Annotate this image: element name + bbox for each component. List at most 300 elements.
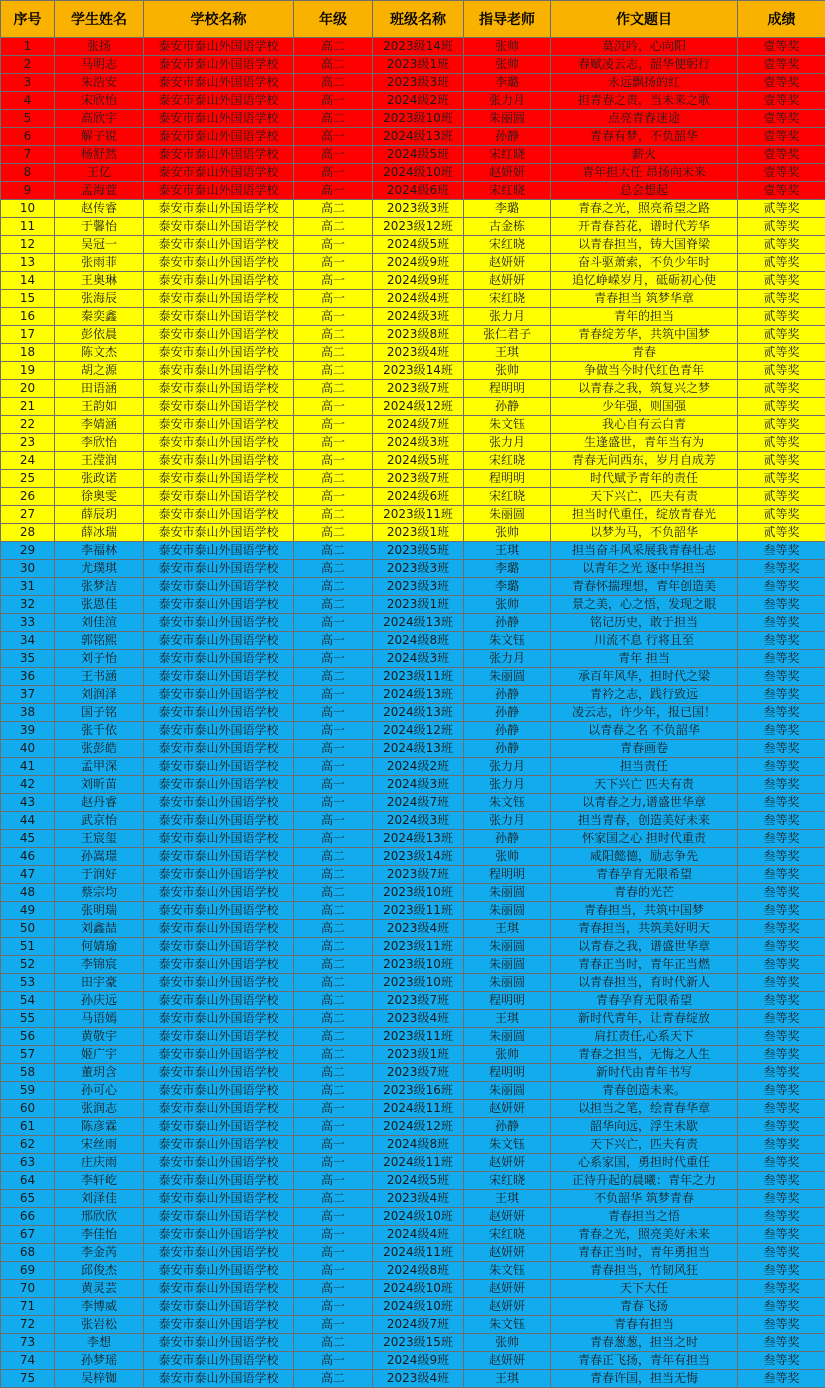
cell-student: 张彭皓 (55, 740, 144, 758)
cell-class: 2023级11班 (373, 506, 464, 524)
cell-title: 以青春之我，谱盛世华章 (551, 938, 738, 956)
cell-school: 泰安市泰山外国语学校 (144, 902, 294, 920)
cell-index: 40 (1, 740, 55, 758)
table-row (1, 1154, 825, 1172)
cell-student: 秦奕鑫 (55, 308, 144, 326)
table-row (1, 812, 825, 830)
cell-title: 青年的担当 (551, 308, 738, 326)
cell-index: 59 (1, 1082, 55, 1100)
cell-teacher: 程明明 (464, 866, 551, 884)
cell-title: 永远飘扬的红 (551, 74, 738, 92)
cell-index: 6 (1, 128, 55, 146)
cell-grade: 高二 (294, 560, 373, 578)
cell-index: 35 (1, 650, 55, 668)
cell-award: 叁等奖 (738, 1208, 825, 1226)
cell-class: 2023级11班 (373, 1028, 464, 1046)
cell-title: 天下兴亡，匹夫有责 (551, 488, 738, 506)
cell-grade: 高二 (294, 1046, 373, 1064)
cell-award: 叁等奖 (738, 596, 825, 614)
cell-title: 薪火 (551, 146, 738, 164)
cell-teacher: 朱丽圆 (464, 668, 551, 686)
cell-title: 以青春担当，育时代新人 (551, 974, 738, 992)
cell-grade: 高一 (294, 740, 373, 758)
cell-index: 37 (1, 686, 55, 704)
cell-student: 庄庆雨 (55, 1154, 144, 1172)
cell-award: 叁等奖 (738, 1010, 825, 1028)
table-row (1, 1226, 825, 1244)
cell-award: 叁等奖 (738, 992, 825, 1010)
col-header-index: 序号 (1, 1, 55, 38)
cell-student: 张梦洁 (55, 578, 144, 596)
cell-grade: 高二 (294, 542, 373, 560)
table-row (1, 1064, 825, 1082)
table-row (1, 524, 825, 542)
cell-school: 泰安市泰山外国语学校 (144, 326, 294, 344)
cell-grade: 高二 (294, 110, 373, 128)
cell-teacher: 朱丽圆 (464, 902, 551, 920)
cell-grade: 高二 (294, 596, 373, 614)
cell-school: 泰安市泰山外国语学校 (144, 650, 294, 668)
cell-teacher: 张帅 (464, 1334, 551, 1352)
cell-grade: 高二 (294, 56, 373, 74)
cell-award: 叁等奖 (738, 812, 825, 830)
cell-grade: 高二 (294, 974, 373, 992)
cell-grade: 高一 (294, 1226, 373, 1244)
cell-teacher: 孙静 (464, 1118, 551, 1136)
cell-class: 2024级7班 (373, 794, 464, 812)
cell-student: 张润志 (55, 1100, 144, 1118)
cell-teacher: 张帅 (464, 38, 551, 56)
cell-award: 叁等奖 (738, 1280, 825, 1298)
cell-index: 39 (1, 722, 55, 740)
cell-grade: 高二 (294, 848, 373, 866)
cell-index: 43 (1, 794, 55, 812)
cell-teacher: 程明明 (464, 380, 551, 398)
cell-student: 张扬 (55, 38, 144, 56)
table-row (1, 38, 825, 56)
table-row (1, 1118, 825, 1136)
cell-title: 新时代青年，让青春绽放 (551, 1010, 738, 1028)
cell-title: 青春正当时，青年勇担当 (551, 1244, 738, 1262)
cell-grade: 高一 (294, 722, 373, 740)
table-row (1, 416, 825, 434)
cell-title: 春赋凌云志，韶华便躬行 (551, 56, 738, 74)
cell-award: 壹等奖 (738, 92, 825, 110)
cell-title: 天下兴亡，匹夫有责 (551, 1136, 738, 1154)
cell-teacher: 宋红晓 (464, 1226, 551, 1244)
cell-school: 泰安市泰山外国语学校 (144, 596, 294, 614)
cell-title: 凌云志，许少年，报已国！ (551, 704, 738, 722)
table-row (1, 974, 825, 992)
cell-school: 泰安市泰山外国语学校 (144, 1064, 294, 1082)
cell-index: 68 (1, 1244, 55, 1262)
cell-class: 2024级3班 (373, 776, 464, 794)
cell-grade: 高二 (294, 956, 373, 974)
cell-teacher: 朱丽圆 (464, 1028, 551, 1046)
table-row (1, 290, 825, 308)
table-row (1, 686, 825, 704)
cell-school: 泰安市泰山外国语学校 (144, 1244, 294, 1262)
cell-grade: 高一 (294, 1298, 373, 1316)
cell-class: 2024级10班 (373, 1298, 464, 1316)
cell-teacher: 孙静 (464, 740, 551, 758)
cell-index: 28 (1, 524, 55, 542)
cell-index: 65 (1, 1190, 55, 1208)
cell-teacher: 朱丽圆 (464, 956, 551, 974)
col-header-grade: 年级 (294, 1, 373, 38)
cell-award: 叁等奖 (738, 758, 825, 776)
cell-title: 以青春担当，铸大国脊梁 (551, 236, 738, 254)
cell-teacher: 孙静 (464, 722, 551, 740)
cell-award: 叁等奖 (738, 794, 825, 812)
cell-student: 孙梦瑶 (55, 1352, 144, 1370)
cell-grade: 高一 (294, 416, 373, 434)
cell-award: 贰等奖 (738, 200, 825, 218)
cell-student: 张恩佳 (55, 596, 144, 614)
cell-class: 2024级10班 (373, 1280, 464, 1298)
cell-grade: 高二 (294, 362, 373, 380)
cell-index: 17 (1, 326, 55, 344)
table-row (1, 560, 825, 578)
cell-grade: 高二 (294, 920, 373, 938)
cell-grade: 高二 (294, 326, 373, 344)
cell-index: 38 (1, 704, 55, 722)
cell-grade: 高一 (294, 758, 373, 776)
cell-title: 正待升起的晨曦：青年之力 (551, 1172, 738, 1190)
cell-student: 田宇豪 (55, 974, 144, 992)
cell-student: 刘佳渲 (55, 614, 144, 632)
cell-grade: 高二 (294, 902, 373, 920)
cell-index: 19 (1, 362, 55, 380)
cell-class: 2023级1班 (373, 524, 464, 542)
cell-class: 2024级2班 (373, 758, 464, 776)
cell-index: 9 (1, 182, 55, 200)
cell-title: 青年 担当 (551, 650, 738, 668)
cell-student: 邱俊杰 (55, 1262, 144, 1280)
cell-title: 天下兴亡 匹夫有责 (551, 776, 738, 794)
cell-title: 总会想起 (551, 182, 738, 200)
cell-award: 叁等奖 (738, 1244, 825, 1262)
cell-award: 叁等奖 (738, 848, 825, 866)
cell-school: 泰安市泰山外国语学校 (144, 308, 294, 326)
cell-award: 叁等奖 (738, 1370, 825, 1388)
cell-title: 不负韶华 筑梦青春 (551, 1190, 738, 1208)
cell-school: 泰安市泰山外国语学校 (144, 740, 294, 758)
cell-index: 32 (1, 596, 55, 614)
cell-award: 贰等奖 (738, 434, 825, 452)
cell-teacher: 赵妍妍 (464, 164, 551, 182)
cell-grade: 高一 (294, 488, 373, 506)
cell-index: 48 (1, 884, 55, 902)
cell-grade: 高一 (294, 632, 373, 650)
cell-school: 泰安市泰山外国语学校 (144, 938, 294, 956)
table-row (1, 722, 825, 740)
cell-student: 张岩松 (55, 1316, 144, 1334)
cell-index: 67 (1, 1226, 55, 1244)
cell-title: 咸阳懿德，励志争先 (551, 848, 738, 866)
cell-grade: 高二 (294, 470, 373, 488)
table-row (1, 182, 825, 200)
table-row (1, 200, 825, 218)
cell-teacher: 李璐 (464, 560, 551, 578)
cell-student: 彭依晨 (55, 326, 144, 344)
table-row (1, 668, 825, 686)
cell-school: 泰安市泰山外国语学校 (144, 434, 294, 452)
cell-student: 李锦宸 (55, 956, 144, 974)
cell-student: 李轩屹 (55, 1172, 144, 1190)
cell-teacher: 孙静 (464, 398, 551, 416)
cell-award: 叁等奖 (738, 1136, 825, 1154)
cell-teacher: 古金栋 (464, 218, 551, 236)
cell-class: 2024级8班 (373, 1262, 464, 1280)
table-row (1, 1316, 825, 1334)
cell-index: 72 (1, 1316, 55, 1334)
cell-award: 壹等奖 (738, 128, 825, 146)
cell-award: 叁等奖 (738, 1064, 825, 1082)
table-row (1, 506, 825, 524)
cell-student: 马语嫣 (55, 1010, 144, 1028)
cell-award: 贰等奖 (738, 272, 825, 290)
cell-teacher: 朱丽圆 (464, 1082, 551, 1100)
cell-class: 2023级10班 (373, 884, 464, 902)
cell-student: 李福林 (55, 542, 144, 560)
col-header-title: 作文题目 (551, 1, 738, 38)
cell-school: 泰安市泰山外国语学校 (144, 560, 294, 578)
table-row (1, 1244, 825, 1262)
cell-teacher: 孙静 (464, 830, 551, 848)
cell-class: 2023级5班 (373, 542, 464, 560)
cell-grade: 高一 (294, 308, 373, 326)
cell-school: 泰安市泰山外国语学校 (144, 1298, 294, 1316)
cell-class: 2023级10班 (373, 956, 464, 974)
cell-student: 马明志 (55, 56, 144, 74)
cell-award: 叁等奖 (738, 722, 825, 740)
cell-class: 2024级3班 (373, 308, 464, 326)
cell-class: 2023级7班 (373, 1064, 464, 1082)
cell-grade: 高二 (294, 218, 373, 236)
cell-school: 泰安市泰山外国语学校 (144, 578, 294, 596)
cell-teacher: 赵妍妍 (464, 1100, 551, 1118)
cell-teacher: 张力月 (464, 434, 551, 452)
cell-grade: 高二 (294, 992, 373, 1010)
cell-grade: 高一 (294, 1172, 373, 1190)
cell-student: 张明瑞 (55, 902, 144, 920)
cell-grade: 高二 (294, 866, 373, 884)
cell-grade: 高二 (294, 578, 373, 596)
cell-school: 泰安市泰山外国语学校 (144, 722, 294, 740)
cell-school: 泰安市泰山外国语学校 (144, 1172, 294, 1190)
cell-student: 杨舒然 (55, 146, 144, 164)
cell-grade: 高一 (294, 686, 373, 704)
cell-award: 贰等奖 (738, 452, 825, 470)
cell-school: 泰安市泰山外国语学校 (144, 1370, 294, 1388)
table-row (1, 1046, 825, 1064)
cell-school: 泰安市泰山外国语学校 (144, 380, 294, 398)
cell-teacher: 朱文钰 (464, 794, 551, 812)
cell-school: 泰安市泰山外国语学校 (144, 182, 294, 200)
cell-class: 2024级12班 (373, 1118, 464, 1136)
cell-award: 贰等奖 (738, 218, 825, 236)
cell-school: 泰安市泰山外国语学校 (144, 290, 294, 308)
cell-student: 何婧瑜 (55, 938, 144, 956)
cell-class: 2024级11班 (373, 1100, 464, 1118)
cell-student: 刘子怡 (55, 650, 144, 668)
cell-title: 青春有梦，不负韶华 (551, 128, 738, 146)
cell-grade: 高一 (294, 182, 373, 200)
cell-student: 高欣宇 (55, 110, 144, 128)
cell-title: 青春担当 筑梦华章 (551, 290, 738, 308)
cell-title: 追忆峥嵘岁月，砥砺初心使 (551, 272, 738, 290)
cell-student: 宋丝雨 (55, 1136, 144, 1154)
cell-student: 张千依 (55, 722, 144, 740)
cell-student: 国子铭 (55, 704, 144, 722)
cell-class: 2023级12班 (373, 218, 464, 236)
cell-student: 张海辰 (55, 290, 144, 308)
table-row (1, 614, 825, 632)
cell-class: 2023级1班 (373, 56, 464, 74)
cell-index: 27 (1, 506, 55, 524)
table-row (1, 938, 825, 956)
cell-teacher: 朱丽圆 (464, 110, 551, 128)
cell-student: 李博威 (55, 1298, 144, 1316)
cell-teacher: 张力月 (464, 812, 551, 830)
cell-grade: 高一 (294, 1244, 373, 1262)
table-row (1, 470, 825, 488)
cell-title: 莫沉吟，心向阳 (551, 38, 738, 56)
cell-teacher: 朱丽圆 (464, 974, 551, 992)
cell-index: 33 (1, 614, 55, 632)
cell-award: 叁等奖 (738, 560, 825, 578)
cell-school: 泰安市泰山外国语学校 (144, 614, 294, 632)
cell-title: 青春的光芒 (551, 884, 738, 902)
cell-grade: 高一 (294, 398, 373, 416)
cell-index: 55 (1, 1010, 55, 1028)
cell-class: 2024级5班 (373, 452, 464, 470)
cell-student: 吴梓铷 (55, 1370, 144, 1388)
cell-class: 2024级9班 (373, 272, 464, 290)
cell-class: 2023级3班 (373, 74, 464, 92)
cell-school: 泰安市泰山外国语学校 (144, 92, 294, 110)
cell-title: 青春无问西东，岁月自成芳 (551, 452, 738, 470)
cell-student: 孙嵩璟 (55, 848, 144, 866)
cell-teacher: 张力月 (464, 776, 551, 794)
cell-student: 王宸玺 (55, 830, 144, 848)
cell-award: 叁等奖 (738, 956, 825, 974)
cell-award: 叁等奖 (738, 542, 825, 560)
cell-index: 58 (1, 1064, 55, 1082)
table-row (1, 794, 825, 812)
cell-index: 26 (1, 488, 55, 506)
cell-class: 2024级11班 (373, 1244, 464, 1262)
cell-teacher: 李璐 (464, 200, 551, 218)
table-row (1, 272, 825, 290)
cell-school: 泰安市泰山外国语学校 (144, 200, 294, 218)
cell-award: 叁等奖 (738, 632, 825, 650)
col-header-school: 学校名称 (144, 1, 294, 38)
col-header-class: 班级名称 (373, 1, 464, 38)
cell-school: 泰安市泰山外国语学校 (144, 1082, 294, 1100)
cell-title: 青春担当之悟 (551, 1208, 738, 1226)
cell-teacher: 赵妍妍 (464, 272, 551, 290)
cell-teacher: 朱文钰 (464, 1136, 551, 1154)
cell-school: 泰安市泰山外国语学校 (144, 668, 294, 686)
cell-grade: 高二 (294, 1190, 373, 1208)
cell-student: 陈文杰 (55, 344, 144, 362)
cell-school: 泰安市泰山外国语学校 (144, 1046, 294, 1064)
cell-index: 45 (1, 830, 55, 848)
cell-title: 肩扛责任,心系天下 (551, 1028, 738, 1046)
cell-award: 叁等奖 (738, 1352, 825, 1370)
cell-index: 52 (1, 956, 55, 974)
cell-teacher: 张帅 (464, 1046, 551, 1064)
cell-title: 青春担当，共筑美好明天 (551, 920, 738, 938)
cell-school: 泰安市泰山外国语学校 (144, 686, 294, 704)
cell-award: 壹等奖 (738, 164, 825, 182)
cell-teacher: 王琪 (464, 1370, 551, 1388)
cell-index: 3 (1, 74, 55, 92)
cell-teacher: 张帅 (464, 524, 551, 542)
cell-class: 2023级4班 (373, 1010, 464, 1028)
cell-class: 2023级14班 (373, 38, 464, 56)
cell-grade: 高一 (294, 794, 373, 812)
cell-class: 2024级4班 (373, 290, 464, 308)
cell-index: 8 (1, 164, 55, 182)
cell-index: 49 (1, 902, 55, 920)
cell-award: 叁等奖 (738, 1262, 825, 1280)
cell-student: 王滢润 (55, 452, 144, 470)
cell-school: 泰安市泰山外国语学校 (144, 704, 294, 722)
cell-student: 王韵如 (55, 398, 144, 416)
cell-title: 青春飞扬 (551, 1298, 738, 1316)
table-body (1, 38, 825, 1388)
cell-award: 贰等奖 (738, 344, 825, 362)
cell-title: 青春之担当，无悔之人生 (551, 1046, 738, 1064)
cell-school: 泰安市泰山外国语学校 (144, 416, 294, 434)
cell-school: 泰安市泰山外国语学校 (144, 452, 294, 470)
table-row (1, 1208, 825, 1226)
cell-class: 2023级7班 (373, 992, 464, 1010)
cell-school: 泰安市泰山外国语学校 (144, 1352, 294, 1370)
cell-class: 2024级7班 (373, 416, 464, 434)
cell-student: 赵丹睿 (55, 794, 144, 812)
cell-teacher: 朱丽圆 (464, 938, 551, 956)
table-row (1, 1136, 825, 1154)
col-header-student: 学生姓名 (55, 1, 144, 38)
table-row (1, 1370, 825, 1388)
cell-grade: 高二 (294, 1028, 373, 1046)
cell-grade: 高二 (294, 344, 373, 362)
cell-title: 青春之光，照亮希望之路 (551, 200, 738, 218)
cell-student: 于馨怡 (55, 218, 144, 236)
cell-teacher: 赵妍妍 (464, 1154, 551, 1172)
cell-award: 叁等奖 (738, 1316, 825, 1334)
cell-class: 2024级5班 (373, 1172, 464, 1190)
cell-student: 薛辰玥 (55, 506, 144, 524)
cell-index: 24 (1, 452, 55, 470)
cell-school: 泰安市泰山外国语学校 (144, 776, 294, 794)
cell-award: 叁等奖 (738, 830, 825, 848)
table-row (1, 164, 825, 182)
cell-student: 李佳怡 (55, 1226, 144, 1244)
cell-index: 56 (1, 1028, 55, 1046)
cell-index: 25 (1, 470, 55, 488)
cell-class: 2024级7班 (373, 1316, 464, 1334)
table-row (1, 1262, 825, 1280)
cell-school: 泰安市泰山外国语学校 (144, 254, 294, 272)
cell-class: 2024级13班 (373, 128, 464, 146)
cell-teacher: 李璐 (464, 74, 551, 92)
cell-index: 46 (1, 848, 55, 866)
